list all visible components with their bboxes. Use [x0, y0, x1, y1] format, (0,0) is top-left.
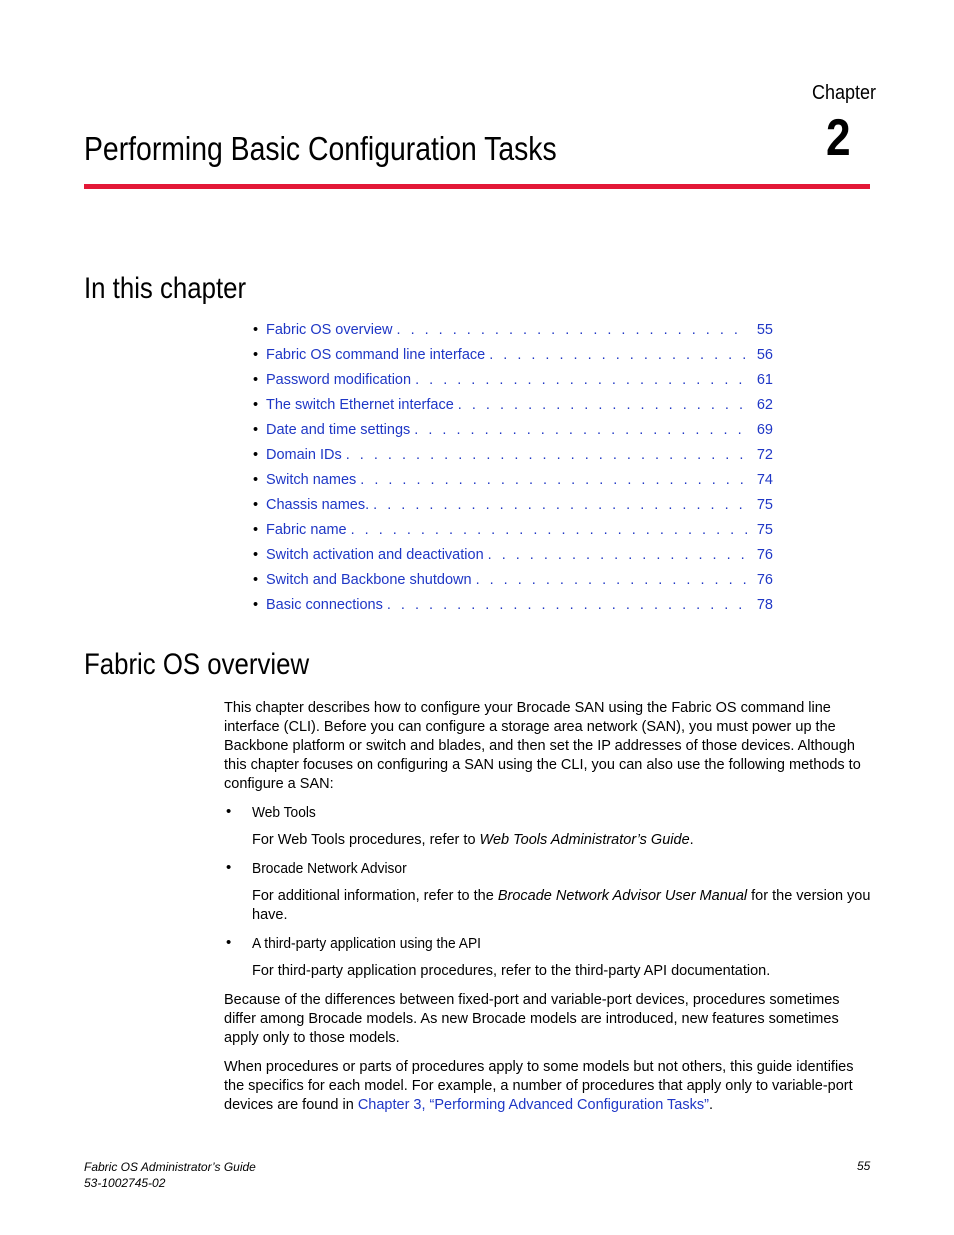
methods-list [224, 804, 872, 981]
toc-page-number[interactable]: 55 [756, 322, 773, 338]
toc-link[interactable]: Domain IDs [266, 447, 342, 463]
bullet-icon: • [253, 597, 259, 613]
bullet-icon: • [253, 572, 259, 588]
toc-item [253, 522, 773, 547]
footer-doc-number: 53-1002745-02 [84, 1176, 166, 1190]
dot-leader [387, 597, 747, 613]
bullet-icon: • [253, 522, 259, 538]
toc-page-number[interactable]: 62 [756, 397, 773, 413]
bullet-icon: • [253, 547, 259, 563]
toc-link[interactable]: Date and time settings [266, 422, 411, 438]
desc-text: For additional information, refer to the [252, 888, 498, 904]
paragraph [224, 1058, 872, 1115]
dot-leader [489, 347, 747, 363]
toc-page-number[interactable]: 76 [756, 572, 773, 588]
toc-item [253, 447, 773, 472]
toc-page-number[interactable]: 75 [756, 522, 773, 538]
toc-link[interactable]: Fabric name [266, 522, 347, 538]
chapter-label: Chapter [812, 82, 877, 104]
toc-link[interactable]: Switch activation and deactivation [266, 547, 484, 563]
toc-page-number[interactable]: 69 [756, 422, 773, 438]
toc-item [253, 372, 773, 397]
desc-text: For third-party application procedures, refer to the third-party API documentation. [252, 963, 771, 979]
paragraph-text: When procedures or parts of procedures apply to some models but not others, this guide identifies the specifics for each model. For example, a number of procedures that apply only to variable-port devices are found in [224, 1059, 854, 1113]
toc-item [253, 397, 773, 422]
toc-link[interactable]: Switch and Backbone shutdown [266, 572, 472, 588]
book-title: Web Tools Administrator’s Guide [479, 832, 690, 848]
toc-link[interactable]: Fabric OS overview [266, 322, 393, 338]
desc-text: for the version you have. [252, 888, 871, 923]
dot-leader [351, 522, 747, 538]
method-description [252, 887, 872, 925]
chapter-3-link[interactable]: Chapter 3, “Performing Advanced Configuration Tasks” [357, 1097, 709, 1113]
toc-link[interactable]: The switch Ethernet interface [266, 397, 454, 413]
toc-item [253, 347, 773, 372]
chapter-toc [253, 322, 773, 622]
toc-item [253, 322, 773, 347]
paragraph-text: . [708, 1097, 713, 1113]
toc-link[interactable]: Password modification [266, 372, 412, 388]
method-item [224, 860, 872, 925]
toc-link[interactable]: Fabric OS command line interface [266, 347, 486, 363]
desc-text: . [689, 832, 694, 848]
bullet-icon: • [253, 397, 259, 413]
dot-leader [397, 322, 747, 338]
toc-link[interactable]: Basic connections [266, 597, 383, 613]
toc-link[interactable]: Chassis names. [266, 497, 370, 513]
method-description [252, 962, 872, 981]
method-description [252, 831, 872, 850]
bullet-icon: • [253, 322, 259, 338]
dot-leader [415, 372, 747, 388]
section-heading: Fabric OS overview [84, 648, 310, 681]
page-title: Performing Basic Configuration Tasks [84, 130, 557, 167]
footer [84, 1159, 256, 1191]
bullet-icon: • [253, 422, 259, 438]
toc-item [253, 572, 773, 597]
title-rule [84, 184, 870, 189]
bullet-icon: • [226, 859, 232, 876]
book-title: Brocade Network Advisor User Manual [497, 888, 748, 904]
section-body [224, 699, 872, 1125]
method-item [224, 804, 872, 850]
dot-leader [360, 472, 747, 488]
dot-leader [414, 422, 747, 438]
toc-page-number[interactable]: 61 [756, 372, 773, 388]
dot-leader [488, 547, 747, 563]
toc-item [253, 597, 773, 622]
bullet-icon: • [253, 472, 259, 488]
bullet-icon: • [253, 497, 259, 513]
method-item [224, 935, 872, 981]
method-title: A third-party application using the API [252, 936, 481, 952]
paragraph: Because of the differences between fixed-port and variable-port devices, procedures sometimes differ among Brocade models. As new Brocade models are introduced, new features sometimes apply only to those models. [224, 992, 840, 1046]
dot-leader [346, 447, 747, 463]
dot-leader [476, 572, 747, 588]
method-title: Brocade Network Advisor [252, 861, 407, 877]
toc-link[interactable]: Switch names [266, 472, 357, 488]
toc-page-number[interactable]: 56 [756, 347, 773, 363]
intro-paragraph: This chapter describes how to configure your Brocade SAN using the Fabric OS command line interface (CLI). Before you can configure a storage area network (SAN), you must power up the Backbone platform or switch and blades, and then set the IP addresses of those devices. Although this chapter focuses on configuring a SAN using the CLI, you can also use the following methods to configure a SAN: [224, 700, 861, 792]
toc-item [253, 472, 773, 497]
bullet-icon: • [253, 372, 259, 388]
bullet-icon: • [253, 347, 259, 363]
desc-text: For Web Tools procedures, refer to [252, 832, 480, 848]
toc-page-number[interactable]: 76 [756, 547, 773, 563]
toc-page-number[interactable]: 74 [756, 472, 773, 488]
footer-guide-title: Fabric OS Administrator’s Guide [84, 1160, 256, 1174]
footer-page-number: 55 [857, 1159, 871, 1173]
toc-item [253, 422, 773, 447]
toc-page-number[interactable]: 75 [756, 497, 773, 513]
bullet-icon: • [253, 447, 259, 463]
toc-heading: In this chapter [84, 272, 247, 305]
toc-page-number[interactable]: 72 [756, 447, 773, 463]
method-title: Web Tools [252, 805, 316, 821]
dot-leader [373, 497, 747, 513]
bullet-icon: • [226, 803, 232, 820]
chapter-number: 2 [826, 109, 851, 167]
toc-item [253, 547, 773, 572]
dot-leader [458, 397, 747, 413]
toc-page-number[interactable]: 78 [756, 597, 773, 613]
bullet-icon: • [226, 934, 232, 951]
toc-item [253, 497, 773, 522]
